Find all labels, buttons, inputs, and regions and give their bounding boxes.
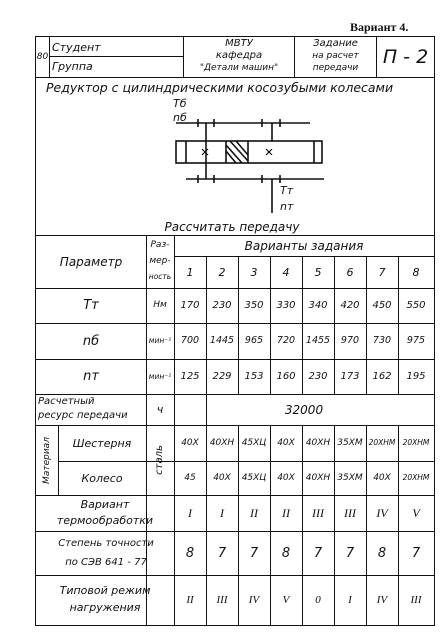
table-cell: IV <box>376 593 388 606</box>
table-cell: 7 <box>345 545 355 561</box>
department-label: кафедра <box>215 50 263 61</box>
table-cell: 160 <box>276 370 296 382</box>
param-output-torque: Tт <box>83 298 99 313</box>
heat-label-1: Вариант <box>80 498 130 511</box>
task-line-3: передачи <box>312 63 359 73</box>
table-cell: IV <box>248 593 260 606</box>
table-cell: 45ХЦ <box>241 472 267 483</box>
accuracy-label-2: по СЭВ 641 - 77 <box>65 556 147 568</box>
table-cell: I <box>348 593 352 606</box>
table-cell: II <box>250 506 258 520</box>
table-cell: 40Х <box>277 437 295 448</box>
table-cell: 230 <box>212 299 232 311</box>
param-output-speed: nт <box>83 369 99 384</box>
variant-number: 7 <box>378 265 386 279</box>
task-caption: Рассчитать передачу <box>164 220 300 234</box>
unit-input-speed: мин⁻¹ <box>148 336 172 346</box>
table-cell: 229 <box>212 370 232 382</box>
gearbox-title: Редуктор с цилиндрическими косозубыми колесами <box>46 79 394 95</box>
resource-value: 32000 <box>284 402 324 417</box>
table-cell: 730 <box>372 335 392 347</box>
mode-label-1: Типовой режим <box>59 584 151 597</box>
table-cell: 170 <box>180 299 200 311</box>
assignment-code: П - 2 <box>382 45 429 68</box>
table-cell: 45 <box>184 472 196 483</box>
table-cell: 20ХНМ <box>368 438 396 448</box>
table-cell: I <box>220 506 224 520</box>
variant-number: 2 <box>218 265 226 279</box>
accuracy-label-1: Степень точности <box>58 537 154 549</box>
dim-header-2: мер- <box>149 255 171 266</box>
table-cell: 7 <box>411 545 421 561</box>
table-cell: 45ХЦ <box>241 437 267 448</box>
variants-header: Варианты задания <box>244 238 364 253</box>
table-cell: 35ХМ <box>337 437 363 448</box>
table-cell: 420 <box>340 299 360 311</box>
table-cell: 8 <box>185 545 195 561</box>
table-cell: II <box>186 593 194 606</box>
table-cell: III <box>312 506 324 520</box>
table-cell: 1445 <box>209 335 235 347</box>
dim-header-3: ность <box>148 272 172 282</box>
table-cell: 1455 <box>305 335 331 347</box>
variant-number: 5 <box>314 265 322 279</box>
table-cell: 20ХНМ <box>402 473 430 483</box>
gearbox-scheme <box>36 95 434 225</box>
table-cell: III <box>344 506 356 520</box>
wheel-label: Колесо <box>81 471 123 485</box>
scheme-label-torque-output: Tт <box>280 184 294 197</box>
table-cell: 330 <box>276 299 296 311</box>
dim-header-1: Раз- <box>150 239 170 250</box>
material-steel: сталь <box>154 445 165 475</box>
table-cell: 20ХНМ <box>402 438 430 448</box>
variant-number: 1 <box>186 265 194 279</box>
table-cell: 7 <box>217 545 227 561</box>
student-label: Студент <box>52 40 101 54</box>
table-cell: 230 <box>308 370 328 382</box>
sheet-number: 80 <box>36 51 49 62</box>
table-cell: I <box>188 506 192 520</box>
param-input-speed: nб <box>82 333 100 349</box>
university-name: МВТУ <box>225 38 253 49</box>
resource-label-1: Расчетный <box>38 396 95 407</box>
scheme-label-speed-input: nб <box>173 111 187 124</box>
scheme-label-torque-input: Tб <box>173 97 187 110</box>
table-cell: II <box>282 506 290 520</box>
table-cell: 700 <box>180 335 200 347</box>
scheme-label-speed-output: nт <box>280 200 294 213</box>
table-cell: III <box>216 593 228 606</box>
table-cell: 7 <box>313 545 323 561</box>
table-cell: 40Х <box>373 472 391 483</box>
table-cell: 0 <box>315 593 321 606</box>
table-cell: 340 <box>308 299 328 311</box>
group-label: Группа <box>52 60 93 73</box>
table-cell: V <box>412 506 420 520</box>
variant-number: 8 <box>412 265 420 279</box>
table-cell: 970 <box>340 335 360 347</box>
variant-number: 4 <box>282 265 290 279</box>
variant-label: Вариант 4. <box>350 20 409 34</box>
mode-label-2: нагружения <box>69 601 141 614</box>
table-cell: 40ХН <box>305 437 331 448</box>
assignment-sheet <box>35 36 435 626</box>
table-cell: 153 <box>244 370 264 382</box>
table-cell: 125 <box>180 370 200 382</box>
department-name: "Детали машин" <box>199 63 279 73</box>
table-cell: 35ХМ <box>337 472 363 483</box>
task-line-2: на расчет <box>312 50 359 61</box>
table-cell: 40ХН <box>209 437 235 448</box>
table-cell: 550 <box>406 299 426 311</box>
table-cell: 450 <box>372 299 392 311</box>
table-cell: 40Х <box>213 472 231 483</box>
table-cell: 162 <box>372 370 392 382</box>
table-cell: IV <box>376 506 388 520</box>
table-cell: 40Х <box>181 437 199 448</box>
unit-output-speed: мин⁻¹ <box>148 371 172 381</box>
table-cell: 195 <box>406 370 426 382</box>
param-header: Параметр <box>59 254 123 269</box>
table-cell: 40ХН <box>305 472 331 483</box>
heat-label-2: термообработки <box>56 514 154 527</box>
table-cell: V <box>282 593 290 606</box>
table-cell: 173 <box>340 370 360 382</box>
table-cell: 7 <box>249 545 259 561</box>
material-group: Материал <box>41 436 52 484</box>
table-cell: 975 <box>406 335 426 347</box>
table-cell: 965 <box>244 335 264 347</box>
variant-number: 6 <box>346 265 354 279</box>
table-cell: 40Х <box>277 472 295 483</box>
table-cell: 350 <box>244 299 264 311</box>
variant-number: 3 <box>250 265 258 279</box>
table-cell: 8 <box>377 545 387 561</box>
resource-unit: ч <box>156 403 164 416</box>
task-line-1: Задание <box>313 38 358 49</box>
resource-label-2: ресурс передачи <box>38 410 128 421</box>
table-cell: 8 <box>281 545 291 561</box>
unit-output-torque: Нм <box>153 300 167 310</box>
table-cell: 720 <box>276 335 296 347</box>
table-cell: III <box>410 593 422 606</box>
gear-label: Шестерня <box>72 436 132 450</box>
